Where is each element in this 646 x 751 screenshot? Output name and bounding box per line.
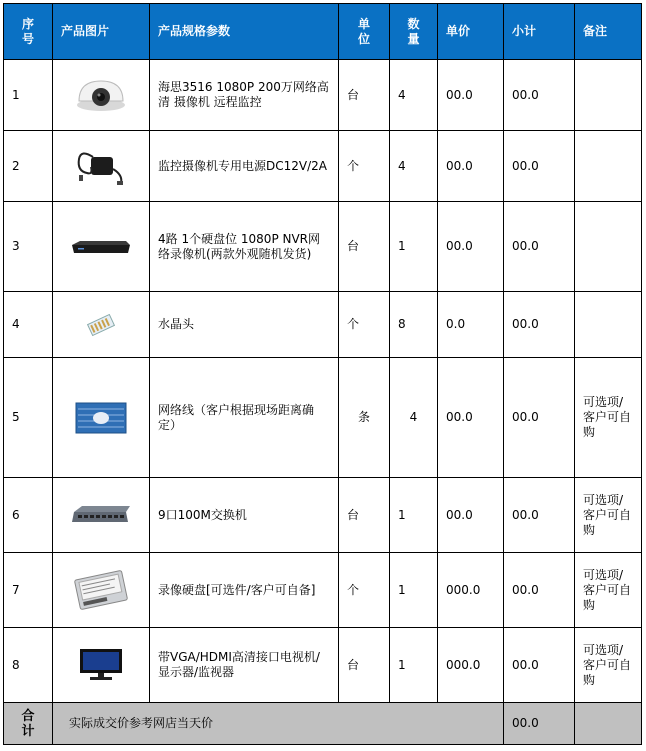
header-qty: 数 量 [390,4,438,60]
row-price: 00.0 [438,358,504,478]
row-spec: 4路 1个硬盘位 1080P NVR网络录像机(两款外观随机发货) [150,202,339,292]
row-seq: 7 [4,553,53,628]
row-price: 00.0 [438,202,504,292]
row-seq: 3 [4,202,53,292]
table-row [4,478,642,553]
product-image-cell [53,628,150,703]
row-note: 可选项/客户可自购 [575,628,642,703]
row-qty: 1 [390,628,438,703]
row-unit: 个 [339,292,390,358]
header-image: 产品图片 [53,4,150,60]
row-note [575,292,642,358]
total-note [575,703,642,745]
header-seq: 序 号 [4,4,53,60]
row-unit: 台 [339,202,390,292]
dome-camera-icon [73,75,129,115]
row-spec: 录像硬盘[可选件/客户可自备] [150,553,339,628]
header-subtotal: 小计 [504,4,575,60]
row-subtotal: 00.0 [504,292,575,358]
row-subtotal: 00.0 [504,628,575,703]
hard-drive-icon [71,569,131,611]
row-spec: 9口100M交换机 [150,478,339,553]
row-unit: 台 [339,628,390,703]
row-seq: 5 [4,358,53,478]
row-note [575,131,642,202]
product-image-cell [53,131,150,202]
row-qty: 4 [390,131,438,202]
row-qty: 8 [390,292,438,358]
row-seq: 8 [4,628,53,703]
product-image-cell [53,478,150,553]
row-note: 可选项/客户可自购 [575,553,642,628]
monitor-icon [76,647,126,683]
row-qty: 1 [390,478,438,553]
quotation-table [3,3,642,745]
row-seq: 4 [4,292,53,358]
header-note: 备注 [575,4,642,60]
row-note: 可选项/客户可自购 [575,478,642,553]
total-label: 合 计 [4,703,53,745]
row-unit: 台 [339,60,390,131]
row-note [575,202,642,292]
total-amount: 00.0 [504,703,575,745]
row-qty: 4 [390,60,438,131]
row-subtotal: 00.0 [504,478,575,553]
row-seq: 1 [4,60,53,131]
product-image-cell [53,358,150,478]
row-spec: 水晶头 [150,292,339,358]
table-row [4,628,642,703]
row-subtotal: 00.0 [504,553,575,628]
row-unit: 条 [339,358,390,478]
row-spec: 网络线（客户根据现场距离确定） [150,358,339,478]
header-row [4,4,642,60]
table-row [4,553,642,628]
row-subtotal: 00.0 [504,202,575,292]
table-row [4,292,642,358]
row-price: 00.0 [438,131,504,202]
row-subtotal: 00.0 [504,131,575,202]
row-unit: 个 [339,553,390,628]
row-price: 0.0 [438,292,504,358]
row-qty: 1 [390,553,438,628]
network-switch-icon [70,500,132,530]
table-row [4,131,642,202]
nvr-recorder-icon [70,235,132,259]
row-price: 00.0 [438,60,504,131]
header-price: 单价 [438,4,504,60]
product-image-cell [53,553,150,628]
row-spec: 海思3516 1080P 200万网络高清 摄像机 远程监控 [150,60,339,131]
power-adapter-icon [73,145,129,187]
row-note: 可选项/客户可自购 [575,358,642,478]
row-price: 00.0 [438,478,504,553]
cable-box-icon [74,399,128,437]
row-spec: 带VGA/HDMI高清接口电视机/显示器/监视器 [150,628,339,703]
row-seq: 6 [4,478,53,553]
table-row [4,358,642,478]
total-row [4,703,642,745]
row-price: 000.0 [438,553,504,628]
row-unit: 个 [339,131,390,202]
row-spec: 监控摄像机专用电源DC12V/2A [150,131,339,202]
row-note [575,60,642,131]
total-remark: 实际成交价参考网店当天价 [53,703,504,745]
table-row [4,202,642,292]
product-image-cell [53,60,150,131]
row-seq: 2 [4,131,53,202]
row-unit: 台 [339,478,390,553]
row-subtotal: 00.0 [504,60,575,131]
table-row [4,60,642,131]
row-qty: 4 [390,358,438,478]
product-image-cell [53,292,150,358]
product-image-cell [53,202,150,292]
header-unit: 单 位 [339,4,390,60]
row-qty: 1 [390,202,438,292]
row-price: 000.0 [438,628,504,703]
header-spec: 产品规格参数 [150,4,339,60]
row-subtotal: 00.0 [504,358,575,478]
rj45-connector-icon [81,311,121,339]
